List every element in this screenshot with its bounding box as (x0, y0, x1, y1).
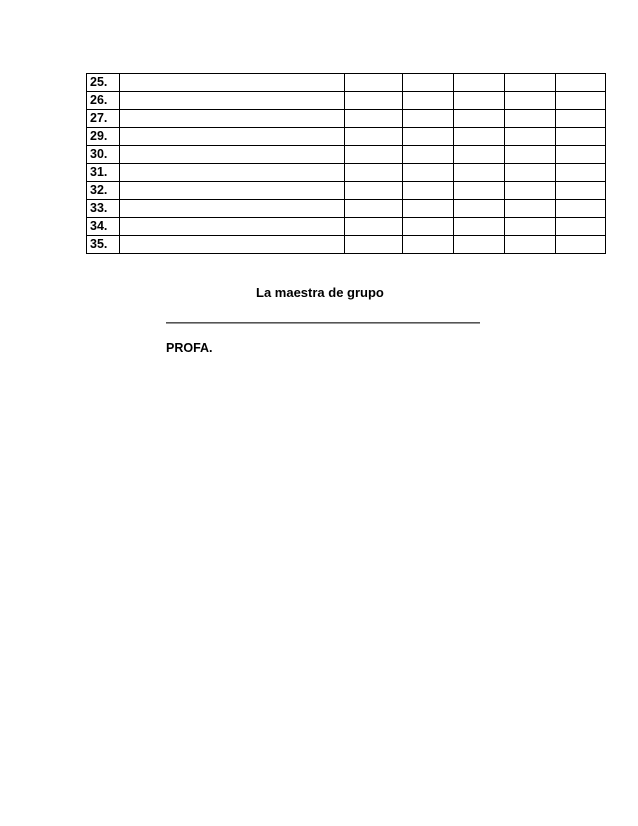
grade-cell-2 (403, 128, 454, 146)
grade-cell-3 (454, 164, 505, 182)
grade-cell-4 (505, 74, 556, 92)
grade-cell-5 (556, 182, 606, 200)
row-number: 26. (87, 92, 120, 110)
grade-cell-3 (454, 128, 505, 146)
grade-cell-3 (454, 110, 505, 128)
grade-cell-2 (403, 110, 454, 128)
grade-cell-3 (454, 200, 505, 218)
grade-cell-4 (505, 110, 556, 128)
grade-cell-2 (403, 164, 454, 182)
student-name-cell (120, 218, 345, 236)
student-name-cell (120, 128, 345, 146)
grade-cell-4 (505, 164, 556, 182)
grade-cell-5 (556, 164, 606, 182)
row-number: 31. (87, 164, 120, 182)
table-row (87, 92, 606, 110)
table-row (87, 200, 606, 218)
grade-cell-3 (454, 236, 505, 254)
grade-cell-5 (556, 236, 606, 254)
grade-cell-5 (556, 110, 606, 128)
grade-cell-3 (454, 146, 505, 164)
signature-heading: La maestra de grupo (256, 285, 384, 300)
grade-cell-4 (505, 236, 556, 254)
grade-cell-1 (345, 218, 403, 236)
row-number: 32. (87, 182, 120, 200)
table-row (87, 218, 606, 236)
grade-cell-5 (556, 200, 606, 218)
row-number: 25. (87, 74, 120, 92)
grade-cell-2 (403, 146, 454, 164)
grade-cell-1 (345, 146, 403, 164)
grade-cell-2 (403, 92, 454, 110)
table-row (87, 146, 606, 164)
grade-cell-3 (454, 92, 505, 110)
grade-cell-1 (345, 236, 403, 254)
grade-cell-2 (403, 218, 454, 236)
row-number: 29. (87, 128, 120, 146)
grade-cell-4 (505, 92, 556, 110)
student-name-cell (120, 92, 345, 110)
student-name-cell (120, 182, 345, 200)
grade-cell-1 (345, 128, 403, 146)
grade-cell-2 (403, 236, 454, 254)
grade-cell-5 (556, 146, 606, 164)
student-name-cell (120, 200, 345, 218)
grade-cell-4 (505, 146, 556, 164)
grade-cell-2 (403, 74, 454, 92)
grade-cell-1 (345, 110, 403, 128)
grade-cell-5 (556, 218, 606, 236)
table-row (87, 236, 606, 254)
grade-cell-5 (556, 92, 606, 110)
grade-cell-1 (345, 164, 403, 182)
row-number: 30. (87, 146, 120, 164)
student-name-cell (120, 74, 345, 92)
student-name-cell (120, 146, 345, 164)
grade-cell-5 (556, 128, 606, 146)
grade-cell-4 (505, 128, 556, 146)
grade-cell-4 (505, 182, 556, 200)
grade-cell-3 (454, 74, 505, 92)
table-row (87, 182, 606, 200)
row-number: 35. (87, 236, 120, 254)
grade-cell-1 (345, 200, 403, 218)
student-name-cell (120, 110, 345, 128)
table-row (87, 110, 606, 128)
grade-cell-2 (403, 182, 454, 200)
roster-body (87, 74, 606, 254)
student-roster-table (86, 73, 606, 254)
grade-cell-4 (505, 200, 556, 218)
grade-cell-3 (454, 218, 505, 236)
table-row (87, 74, 606, 92)
grade-cell-1 (345, 182, 403, 200)
student-name-cell (120, 164, 345, 182)
grade-cell-1 (345, 92, 403, 110)
row-number: 33. (87, 200, 120, 218)
grade-cell-4 (505, 218, 556, 236)
student-name-cell (120, 236, 345, 254)
grade-cell-2 (403, 200, 454, 218)
table-row (87, 164, 606, 182)
row-number: 27. (87, 110, 120, 128)
grade-cell-5 (556, 74, 606, 92)
signature-line (166, 322, 480, 324)
table-row (87, 128, 606, 146)
grade-cell-3 (454, 182, 505, 200)
signature-title: PROFA. (166, 341, 213, 355)
grade-cell-1 (345, 74, 403, 92)
row-number: 34. (87, 218, 120, 236)
